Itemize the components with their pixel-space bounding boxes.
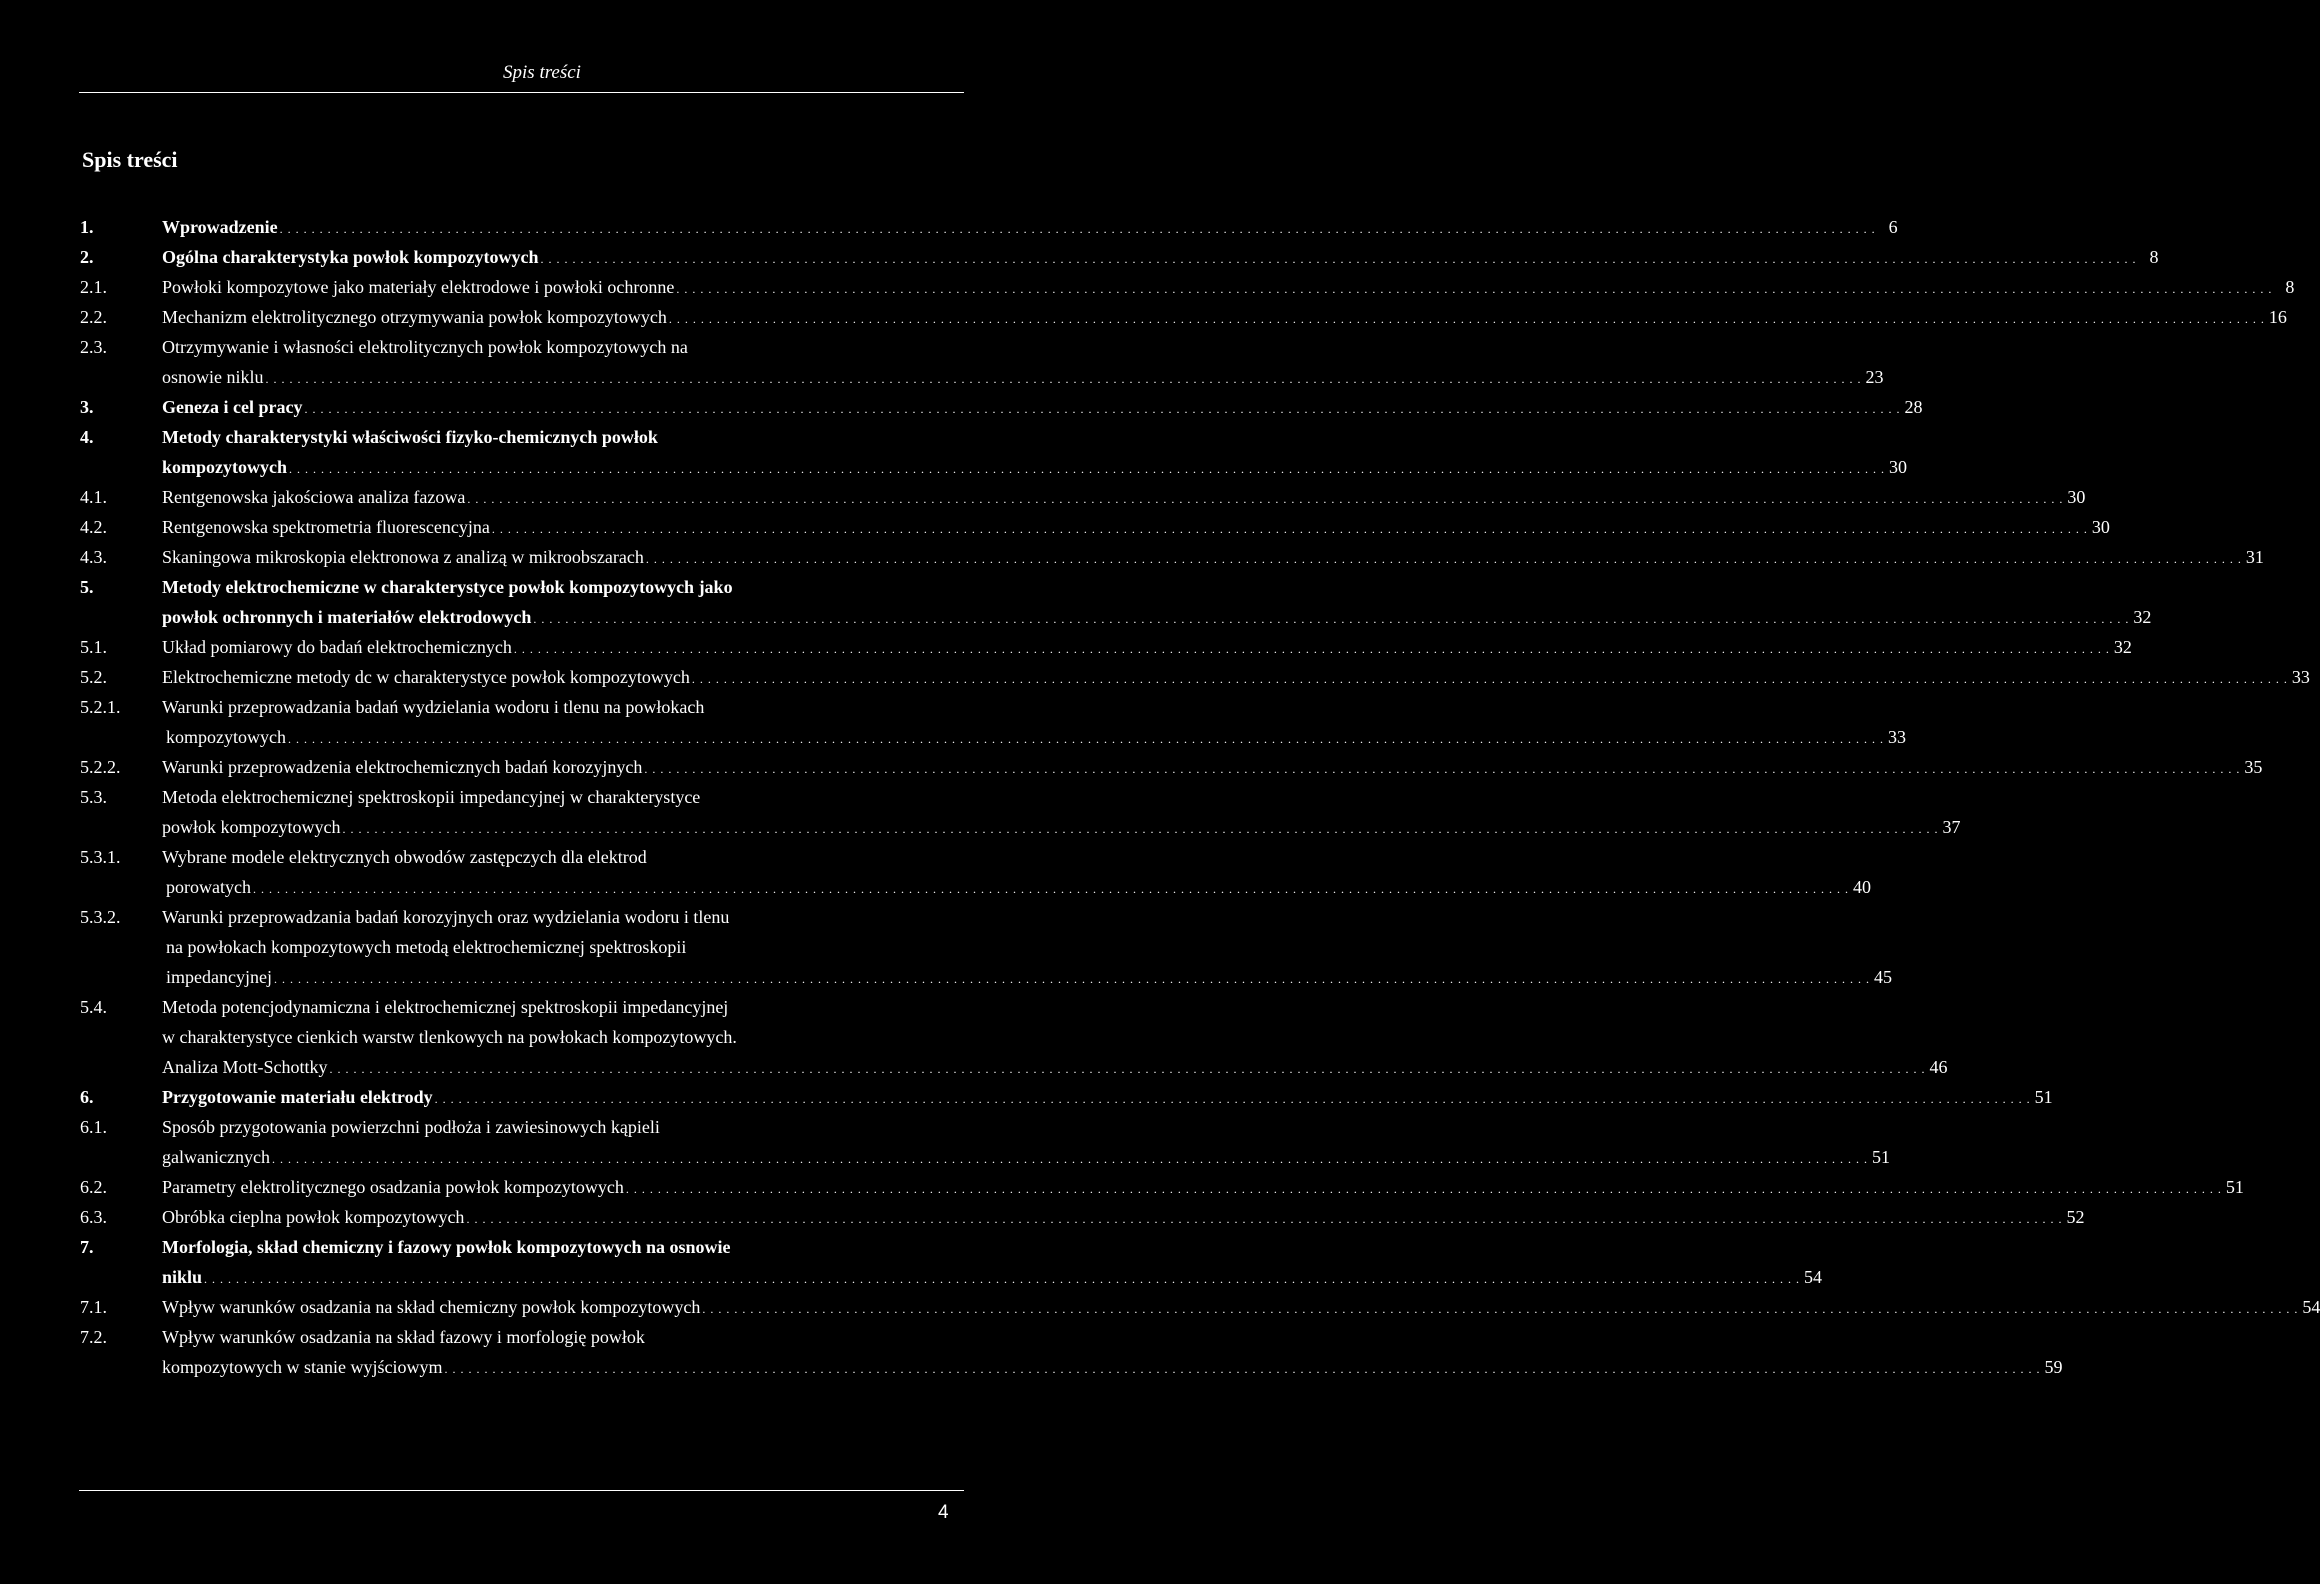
toc-entry-page: 30: [1889, 457, 1907, 477]
toc-entry-number: 5.4.: [80, 997, 107, 1017]
toc-entry-title: osnowie niklu: [162, 367, 264, 387]
toc-entry-title: Otrzymywanie i własności elektrolitycznych powłok kompozytowych na: [162, 337, 688, 357]
toc-entry-number: 5.: [80, 577, 94, 597]
toc-entry-number: 7.2.: [80, 1327, 107, 1347]
toc-entry-page: 30: [2091, 517, 2110, 537]
toc-entry-number: 4.1.: [80, 487, 107, 507]
toc-entry-link[interactable]: [162, 1292, 2320, 1322]
toc-leader-dots: . . . . . . . . . . . . . . . . . . . . . . . . . . . . . . . . . . . . . . . . . . . . . . . . . . . . . . . . . . . . . . . . . . . . . . . . . . . . . . . . . . . . . . . . . . . . . . . . . . . . . . . . . . . . . . . . . . . . . . . . . . . . . . . . . . . . . . . . . . . . . . . . . . . . . . . . . . . . . . . . . . . . . . . . . . . . . . . . . . . . . . . . . . . . . . . . . . . . . . . .: [533, 612, 2130, 626]
toc-entry-number: 2.1.: [80, 277, 107, 297]
toc-entry-page: 51: [1871, 1147, 1890, 1167]
toc-leader-dots: . . . . . . . . . . . . . . . . . . . . . . . . . . . . . . . . . . . . . . . . . . . . . . . . . . . . . . . . . . . . . . . . . . . . . . . . . . . . . . . . . . . . . . . . . . . . . . . . . . . . . . . . . . . . . . . . . . . . . . . . . . . . . . . . . . . . . . . . . . . . . . . . . . . . . . . . . . . . . . . . . . . . . . . . . . . . . . . . . . . . . . . . . . . . . . . . . . . . . . . .: [273, 972, 1870, 986]
toc-entry-title: Metoda elektrochemicznej spektroskopii impedancyjnej w charakterystyce: [162, 787, 701, 807]
toc-entry-link[interactable]: [162, 1142, 1890, 1172]
toc-entry-title: Przygotowanie materiału elektrody: [162, 1087, 433, 1107]
toc-leader-dots: . . . . . . . . . . . . . . . . . . . . . . . . . . . . . . . . . . . . . . . . . . . . . . . . . . . . . . . . . . . . . . . . . . . . . . . . . . . . . . . . . . . . . . . . . . . . . . . . . . . . . . . . . . . . . . . . . . . . . . . . . . . . . . . . . . . . . . . . . . . . . . . . . . . . . . . . . . . . . . . . . . . . . . . . . . . . . . . . . . . . . . . . . . . . . . . . . . . . . . . .: [434, 1092, 2031, 1106]
toc-entry-title: kompozytowych: [162, 457, 287, 477]
toc-entry-title: Warunki przeprowadzania badań korozyjnych oraz wydzielania wodoru i tlenu: [162, 907, 730, 927]
toc-entry-number: 7.: [80, 1237, 94, 1257]
toc-leader-dots: . . . . . . . . . . . . . . . . . . . . . . . . . . . . . . . . . . . . . . . . . . . . . . . . . . . . . . . . . . . . . . . . . . . . . . . . . . . . . . . . . . . . . . . . . . . . . . . . . . . . . . . . . . . . . . . . . . . . . . . . . . . . . . . . . . . . . . . . . . . . . . . . . . . . . . . . . . . . . . . . . . . . . . . . . . . . . . . . . . . . . . . . . . . . . . . . . . . . . . . .: [279, 222, 1876, 236]
toc-entry-number: 5.3.2.: [80, 907, 121, 927]
toc-leader-dots: . . . . . . . . . . . . . . . . . . . . . . . . . . . . . . . . . . . . . . . . . . . . . . . . . . . . . . . . . . . . . . . . . . . . . . . . . . . . . . . . . . . . . . . . . . . . . . . . . . . . . . . . . . . . . . . . . . . . . . . . . . . . . . . . . . . . . . . . . . . . . . . . . . . . . . . . . . . . . . . . . . . . . . . . . . . . . . . . . . . . . . . . . . . . . . . . . . . . . . . .: [466, 1212, 2063, 1226]
toc-entry-link[interactable]: [162, 1172, 2244, 1202]
toc-leader-dots: . . . . . . . . . . . . . . . . . . . . . . . . . . . . . . . . . . . . . . . . . . . . . . . . . . . . . . . . . . . . . . . . . . . . . . . . . . . . . . . . . . . . . . . . . . . . . . . . . . . . . . . . . . . . . . . . . . . . . . . . . . . . . . . . . . . . . . . . . . . . . . . . . . . . . . . . . . . . . . . . . . . . . . . . . . . . . . . . . . . . . . . . . . . . . . . . . . . . . . . .: [540, 252, 2137, 266]
toc-leader-dots: . . . . . . . . . . . . . . . . . . . . . . . . . . . . . . . . . . . . . . . . . . . . . . . . . . . . . . . . . . . . . . . . . . . . . . . . . . . . . . . . . . . . . . . . . . . . . . . . . . . . . . . . . . . . . . . . . . . . . . . . . . . . . . . . . . . . . . . . . . . . . . . . . . . . . . . . . . . . . . . . . . . . . . . . . . . . . . . . . . . . . . . . . . . . . . . . . . . . . . . .: [265, 372, 1862, 386]
toc-entry-page: 8: [2285, 277, 2295, 297]
toc-entry-number: 1.: [80, 217, 94, 237]
toc-entry-title: Warunki przeprowadzenia elektrochemicznych badań korozyjnych: [162, 757, 643, 777]
toc-entry-link[interactable]: [162, 662, 2310, 692]
toc-entry-link[interactable]: [162, 512, 2110, 542]
toc-entry-link[interactable]: [162, 212, 1898, 242]
toc-entry-link[interactable]: [162, 1082, 2053, 1112]
toc-entry-page: 52: [2066, 1207, 2085, 1227]
toc-entry-number: 5.2.1.: [80, 697, 121, 717]
toc-entry-line: [162, 572, 733, 602]
toc-entry-link[interactable]: [166, 962, 1892, 992]
toc-leader-dots: . . . . . . . . . . . . . . . . . . . . . . . . . . . . . . . . . . . . . . . . . . . . . . . . . . . . . . . . . . . . . . . . . . . . . . . . . . . . . . . . . . . . . . . . . . . . . . . . . . . . . . . . . . . . . . . . . . . . . . . . . . . . . . . . . . . . . . . . . . . . . . . . . . . . . . . . . . . . . . . . . . . . . . . . . . . . . . . . . . . . . . . . . . . . . . . . . . . . . . . .: [342, 822, 1939, 836]
toc-entry-title: w charakterystyce cienkich warstw tlenkowych na powłokach kompozytowych.: [162, 1027, 737, 1047]
toc-entry-page: 37: [1942, 817, 1961, 837]
toc-entry-title: Mechanizm elektrolitycznego otrzymywania powłok kompozytowych: [162, 307, 667, 327]
toc-entry-link[interactable]: [162, 1052, 1948, 1082]
toc-entry-number: 2.: [80, 247, 94, 267]
toc-entry-line: [162, 332, 688, 362]
toc-entry-link[interactable]: [166, 722, 1906, 752]
toc-entry-line: [162, 842, 647, 872]
running-header: Spis treści: [503, 62, 581, 83]
toc-entry-page: 51: [2034, 1087, 2053, 1107]
toc-entry-title: Elektrochemiczne metody dc w charakterystyce powłok kompozytowych: [162, 667, 690, 687]
toc-leader-dots: . . . . . . . . . . . . . . . . . . . . . . . . . . . . . . . . . . . . . . . . . . . . . . . . . . . . . . . . . . . . . . . . . . . . . . . . . . . . . . . . . . . . . . . . . . . . . . . . . . . . . . . . . . . . . . . . . . . . . . . . . . . . . . . . . . . . . . . . . . . . . . . . . . . . . . . . . . . . . . . . . . . . . . . . . . . . . . . . . . . . . . . . . . . . . . . . . . . . . . . .: [304, 402, 1901, 416]
toc-entry-title: Wprowadzenie: [162, 217, 278, 237]
toc-leader-dots: . . . . . . . . . . . . . . . . . . . . . . . . . . . . . . . . . . . . . . . . . . . . . . . . . . . . . . . . . . . . . . . . . . . . . . . . . . . . . . . . . . . . . . . . . . . . . . . . . . . . . . . . . . . . . . . . . . . . . . . . . . . . . . . . . . . . . . . . . . . . . . . . . . . . . . . . . . . . . . . . . . . . . . . . . . . . . . . . . . . . . . . . . . . . . . . . . . . . . . . .: [289, 462, 1885, 476]
toc-leader-dots: . . . . . . . . . . . . . . . . . . . . . . . . . . . . . . . . . . . . . . . . . . . . . . . . . . . . . . . . . . . . . . . . . . . . . . . . . . . . . . . . . . . . . . . . . . . . . . . . . . . . . . . . . . . . . . . . . . . . . . . . . . . . . . . . . . . . . . . . . . . . . . . . . . . . . . . . . . . . . . . . . . . . . . . . . . . . . . . . . . . . . . . . . . . . . . . . . . . . . . . .: [676, 282, 2273, 296]
toc-entry-title: na powłokach kompozytowych metodą elektrochemicznej spektroskopii: [166, 937, 687, 957]
toc-entry-page: 23: [1865, 367, 1884, 387]
toc-title: Spis treści: [82, 147, 178, 172]
toc-leader-dots: . . . . . . . . . . . . . . . . . . . . . . . . . . . . . . . . . . . . . . . . . . . . . . . . . . . . . . . . . . . . . . . . . . . . . . . . . . . . . . . . . . . . . . . . . . . . . . . . . . . . . . . . . . . . . . . . . . . . . . . . . . . . . . . . . . . . . . . . . . . . . . . . . . . . . . . . . . . . . . . . . . . . . . . . . . . . . . . . . . . . . . . . . . . . . . . . . . . . . . . .: [491, 522, 2088, 536]
toc-entry-title: Ogólna charakterystyka powłok kompozytowych: [162, 247, 539, 267]
toc-entry-line: [162, 1022, 737, 1052]
toc-leader-dots: . . . . . . . . . . . . . . . . . . . . . . . . . . . . . . . . . . . . . . . . . . . . . . . . . . . . . . . . . . . . . . . . . . . . . . . . . . . . . . . . . . . . . . . . . . . . . . . . . . . . . . . . . . . . . . . . . . . . . . . . . . . . . . . . . . . . . . . . . . . . . . . . . . . . . . . . . . . . . . . . . . . . . . . . . . . . . . . . . . . . . . . . . . . . . . . . . . . . . . . .: [271, 1152, 1868, 1166]
toc-entry-title: Warunki przeprowadzania badań wydzielania wodoru i tlenu na powłokach: [162, 697, 705, 717]
toc-entry-line: [162, 1112, 660, 1142]
toc-entry-link[interactable]: [162, 1352, 2063, 1382]
toc-entry-number: 7.1.: [80, 1297, 107, 1317]
toc-entry-line: [162, 1322, 645, 1352]
toc-entry-page: 54: [2302, 1297, 2320, 1317]
toc-entry-title: galwanicznych: [162, 1147, 270, 1167]
toc-entry-title: Sposób przygotowania powierzchni podłoża i zawiesinowych kąpieli: [162, 1117, 660, 1137]
toc-leader-dots: . . . . . . . . . . . . . . . . . . . . . . . . . . . . . . . . . . . . . . . . . . . . . . . . . . . . . . . . . . . . . . . . . . . . . . . . . . . . . . . . . . . . . . . . . . . . . . . . . . . . . . . . . . . . . . . . . . . . . . . . . . . . . . . . . . . . . . . . . . . . . . . . . . . . . . . . . . . . . . . . . . . . . . . . . . . . . . . . . . . . . . . . . . . . . . . . . . . . . . . .: [644, 762, 2241, 776]
toc-entry-title: Metoda potencjodynamiczna i elektrochemicznej spektroskopii impedancyjnej: [162, 997, 729, 1017]
toc-leader-dots: . . . . . . . . . . . . . . . . . . . . . . . . . . . . . . . . . . . . . . . . . . . . . . . . . . . . . . . . . . . . . . . . . . . . . . . . . . . . . . . . . . . . . . . . . . . . . . . . . . . . . . . . . . . . . . . . . . . . . . . . . . . . . . . . . . . . . . . . . . . . . . . . . . . . . . . . . . . . . . . . . . . . . . . . . . . . . . . . . . . . . . . . . . . . . . . . . . . . . . . .: [252, 882, 1849, 896]
toc-entry-line: [166, 932, 686, 962]
toc-entry-link[interactable]: [162, 482, 2086, 512]
toc-entry-link[interactable]: [162, 542, 2264, 572]
toc-leader-dots: . . . . . . . . . . . . . . . . . . . . . . . . . . . . . . . . . . . . . . . . . . . . . . . . . . . . . . . . . . . . . . . . . . . . . . . . . . . . . . . . . . . . . . . . . . . . . . . . . . . . . . . . . . . . . . . . . . . . . . . . . . . . . . . . . . . . . . . . . . . . . . . . . . . . . . . . . . . . . . . . . . . . . . . . . . . . . . . . . . . . . . . . . . . . . . . . . . . . . . . .: [444, 1362, 2041, 1376]
toc-leader-dots: . . . . . . . . . . . . . . . . . . . . . . . . . . . . . . . . . . . . . . . . . . . . . . . . . . . . . . . . . . . . . . . . . . . . . . . . . . . . . . . . . . . . . . . . . . . . . . . . . . . . . . . . . . . . . . . . . . . . . . . . . . . . . . . . . . . . . . . . . . . . . . . . . . . . . . . . . . . . . . . . . . . . . . . . . . . . . . . . . . . . . . . . . . . . . . . . . . . . . . . .: [691, 672, 2288, 686]
toc-entry-line: [162, 422, 658, 452]
toc-entry-line: [162, 1232, 731, 1262]
toc-leader-dots: . . . . . . . . . . . . . . . . . . . . . . . . . . . . . . . . . . . . . . . . . . . . . . . . . . . . . . . . . . . . . . . . . . . . . . . . . . . . . . . . . . . . . . . . . . . . . . . . . . . . . . . . . . . . . . . . . . . . . . . . . . . . . . . . . . . . . . . . . . . . . . . . . . . . . . . . . . . . . . . . . . . . . . . . . . . . . . . . . . . . . . . . . . . . . . . . . . . . . . . .: [668, 312, 2265, 326]
toc-entry-line: [162, 692, 704, 722]
toc-entry-title: Wybrane modele elektrycznych obwodów zastępczych dla elektrod: [162, 847, 647, 867]
toc-entry-number: 2.3.: [80, 337, 107, 357]
toc-entry-page: 30: [2067, 487, 2086, 507]
toc-entry-number: 5.1.: [80, 637, 107, 657]
toc-entry-line: [162, 902, 729, 932]
toc-entry-link[interactable]: [162, 602, 2152, 632]
toc-entry-title: kompozytowych: [166, 727, 286, 747]
toc-entry-number: 4.3.: [80, 547, 107, 567]
toc-entry-page: 35: [2244, 757, 2263, 777]
toc-entry-link[interactable]: [162, 362, 1884, 392]
toc-entry-link[interactable]: [162, 1262, 1823, 1292]
toc-entry-page: 32: [2133, 607, 2152, 627]
toc-entry-number: 6.1.: [80, 1117, 107, 1137]
toc-entry-number: 5.3.: [80, 787, 107, 807]
toc-entry-title: Obróbka cieplna powłok kompozytowych: [162, 1207, 465, 1227]
toc-entry-title: Metody charakterystyki właściwości fizyko-chemicznych powłok: [162, 427, 658, 447]
toc-entry-page: 54: [1804, 1267, 1823, 1287]
toc-leader-dots: . . . . . . . . . . . . . . . . . . . . . . . . . . . . . . . . . . . . . . . . . . . . . . . . . . . . . . . . . . . . . . . . . . . . . . . . . . . . . . . . . . . . . . . . . . . . . . . . . . . . . . . . . . . . . . . . . . . . . . . . . . . . . . . . . . . . . . . . . . . . . . . . . . . . . . . . . . . . . . . . . . . . . . . . . . . . . . . . . . . . . . . . . . . . . . . . . . . . . . . .: [467, 492, 2064, 506]
toc-entry-title: porowatych: [166, 877, 251, 897]
toc-entry-page: 45: [1873, 967, 1892, 987]
toc-entry-link[interactable]: [162, 242, 2159, 272]
toc-leader-dots: . . . . . . . . . . . . . . . . . . . . . . . . . . . . . . . . . . . . . . . . . . . . . . . . . . . . . . . . . . . . . . . . . . . . . . . . . . . . . . . . . . . . . . . . . . . . . . . . . . . . . . . . . . . . . . . . . . . . . . . . . . . . . . . . . . . . . . . . . . . . . . . . . . . . . . . . . . . . . . . . . . . . . . . . . . . . . . . . . . . . . . . . . . . . . . . . . . . . . . . .: [329, 1062, 1926, 1076]
toc-entry-page: 6: [1888, 217, 1898, 237]
toc-entry-page: 32: [2113, 637, 2132, 657]
toc-entry-number: 5.3.1.: [80, 847, 121, 867]
toc-entry-title: Analiza Mott-Schottky: [162, 1057, 328, 1077]
toc-entry-page: 33: [2291, 667, 2310, 687]
toc-entry-number: 5.2.: [80, 667, 107, 687]
toc-leader-dots: . . . . . . . . . . . . . . . . . . . . . . . . . . . . . . . . . . . . . . . . . . . . . . . . . . . . . . . . . . . . . . . . . . . . . . . . . . . . . . . . . . . . . . . . . . . . . . . . . . . . . . . . . . . . . . . . . . . . . . . . . . . . . . . . . . . . . . . . . . . . . . . . . . . . . . . . . . . . . . . . . . . . . . . . . . . . . . . . . . . . . . . . . . . . . . . . . . . . . . . .: [287, 732, 1884, 746]
toc-entry-page: 28: [1904, 397, 1923, 417]
toc-entry-link[interactable]: [162, 752, 2263, 782]
toc-entry-page: 59: [2044, 1357, 2063, 1377]
toc-entry-title: Układ pomiarowy do badań elektrochemicznych: [162, 637, 512, 657]
toc-entry-title: Geneza i cel pracy: [162, 397, 303, 417]
toc-leader-dots: . . . . . . . . . . . . . . . . . . . . . . . . . . . . . . . . . . . . . . . . . . . . . . . . . . . . . . . . . . . . . . . . . . . . . . . . . . . . . . . . . . . . . . . . . . . . . . . . . . . . . . . . . . . . . . . . . . . . . . . . . . . . . . . . . . . . . . . . . . . . . . . . . . . . . . . . . . . . . . . . . . . . . . . . . . . . . . . . . . . . . . . . . . . . . . . . . . . . . . . .: [702, 1302, 2299, 1316]
toc-entry-title: Morfologia, skład chemiczny i fazowy powłok kompozytowych na osnowie: [162, 1237, 731, 1257]
toc-entry-title: impedancyjnej: [166, 967, 272, 987]
toc-entry-page: 46: [1929, 1057, 1948, 1077]
toc-leader-dots: . . . . . . . . . . . . . . . . . . . . . . . . . . . . . . . . . . . . . . . . . . . . . . . . . . . . . . . . . . . . . . . . . . . . . . . . . . . . . . . . . . . . . . . . . . . . . . . . . . . . . . . . . . . . . . . . . . . . . . . . . . . . . . . . . . . . . . . . . . . . . . . . . . . . . . . . . . . . . . . . . . . . . . . . . . . . . . . . . . . . . . . . . . . . . . . . . . . . . . . .: [625, 1182, 2222, 1196]
toc-entry-title: Metody elektrochemiczne w charakterystyce powłok kompozytowych jako: [162, 577, 733, 597]
toc-leader-dots: . . . . . . . . . . . . . . . . . . . . . . . . . . . . . . . . . . . . . . . . . . . . . . . . . . . . . . . . . . . . . . . . . . . . . . . . . . . . . . . . . . . . . . . . . . . . . . . . . . . . . . . . . . . . . . . . . . . . . . . . . . . . . . . . . . . . . . . . . . . . . . . . . . . . . . . . . . . . . . . . . . . . . . . . . . . . . . . . . . . . . . . . . . . . . . . . . . . . . . . .: [645, 552, 2242, 566]
toc-entry-link[interactable]: [166, 872, 1871, 902]
toc-entry-page: 51: [2225, 1177, 2244, 1197]
toc-entry-number: 5.2.2.: [80, 757, 121, 777]
toc-entry-title: Wpływ warunków osadzania na skład chemiczny powłok kompozytowych: [162, 1297, 701, 1317]
toc-entry-page: 40: [1852, 877, 1871, 897]
toc-entry-title: powłok ochronnych i materiałów elektrodowych: [162, 607, 532, 627]
toc-entry-title: Wpływ warunków osadzania na skład fazowy i morfologię powłok: [162, 1327, 645, 1347]
page-number: 4: [938, 1502, 949, 1523]
toc-entry-number: 4.2.: [80, 517, 107, 537]
toc-entry-title: Parametry elektrolitycznego osadzania powłok kompozytowych: [162, 1177, 624, 1197]
toc-entry-link[interactable]: [162, 302, 2287, 332]
toc-entry-link[interactable]: [162, 272, 2295, 302]
toc-entry-number: 6.2.: [80, 1177, 107, 1197]
footer-rule: [79, 1490, 964, 1491]
toc-entry-number: 4.: [80, 427, 94, 447]
toc-entry-number: 2.2.: [80, 307, 107, 327]
toc-entry-link[interactable]: [162, 812, 1961, 842]
toc-entry-page: 8: [2149, 247, 2159, 267]
toc-entry-link[interactable]: [162, 1202, 2085, 1232]
toc-entry-title: Rentgenowska jakościowa analiza fazowa: [162, 487, 466, 507]
toc-entry-title: kompozytowych w stanie wyjściowym: [162, 1357, 443, 1377]
toc-entry-number: 3.: [80, 397, 94, 417]
toc-entry-title: niklu: [162, 1267, 203, 1287]
toc-entry-page: 16: [2268, 307, 2287, 327]
toc-leader-dots: . . . . . . . . . . . . . . . . . . . . . . . . . . . . . . . . . . . . . . . . . . . . . . . . . . . . . . . . . . . . . . . . . . . . . . . . . . . . . . . . . . . . . . . . . . . . . . . . . . . . . . . . . . . . . . . . . . . . . . . . . . . . . . . . . . . . . . . . . . . . . . . . . . . . . . . . . . . . . . . . . . . . . . . . . . . . . . . . . . . . . . . . . . . . . . . . . . . . . . . .: [204, 1272, 1801, 1286]
toc-entry-line: [162, 992, 728, 1022]
toc-leader-dots: . . . . . . . . . . . . . . . . . . . . . . . . . . . . . . . . . . . . . . . . . . . . . . . . . . . . . . . . . . . . . . . . . . . . . . . . . . . . . . . . . . . . . . . . . . . . . . . . . . . . . . . . . . . . . . . . . . . . . . . . . . . . . . . . . . . . . . . . . . . . . . . . . . . . . . . . . . . . . . . . . . . . . . . . . . . . . . . . . . . . . . . . . . . . . . . . . . . . . . . .: [513, 642, 2110, 656]
toc-entry-title: Powłoki kompozytowe jako materiały elektrodowe i powłoki ochronne: [162, 277, 675, 297]
toc-entry-title: powłok kompozytowych: [162, 817, 341, 837]
toc-entry-number: 6.: [80, 1087, 94, 1107]
toc-entry-title: Rentgenowska spektrometria fluorescencyjna: [162, 517, 490, 537]
toc-entry-link[interactable]: [162, 392, 1923, 422]
toc-entry-title: Skaningowa mikroskopia elektronowa z analizą w mikroobszarach: [162, 547, 644, 567]
toc-entry-link[interactable]: [162, 632, 2132, 662]
toc-entry-page: 31: [2245, 547, 2264, 567]
toc-entry-line: [162, 782, 700, 812]
toc-entry-link[interactable]: [162, 452, 1907, 482]
toc-entry-number: 6.3.: [80, 1207, 107, 1227]
toc-entry-page: 33: [1887, 727, 1906, 747]
